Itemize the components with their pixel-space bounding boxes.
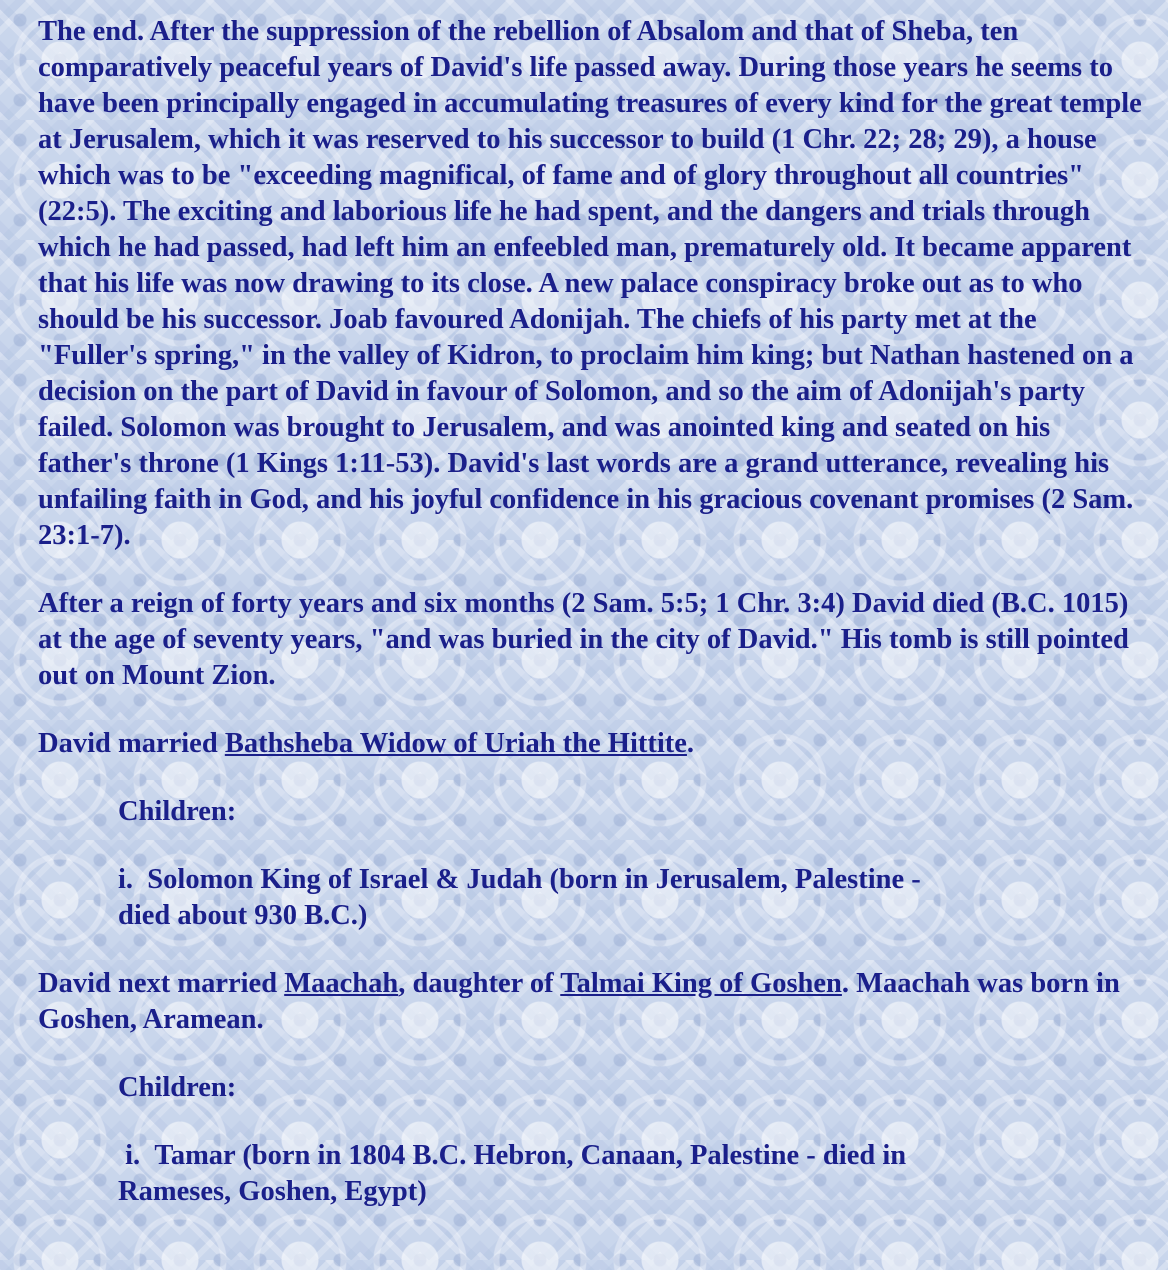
child-numeral: i. (125, 1140, 141, 1171)
marriage-bathsheba (38, 726, 1148, 762)
marriage-suffix: . Maachah was born in Goshen, Aramean. (38, 968, 1120, 1035)
spacer (38, 934, 1148, 966)
marriage-prefix: David married (38, 728, 225, 759)
spacer (38, 1038, 1148, 1070)
talmai-link[interactable]: Talmai King of Goshen (560, 968, 842, 999)
article-body (38, 14, 1148, 1210)
paragraph-end-of-reign: The end. After the suppression of the rebellion of Absalom and that of Sheba, ten comparatively peaceful years of David's life passed away. During those years he seems to have been principally engaged in accumulating treasures of every kind for the great temple at Jerusalem, which it was reserved to his successor to build (1 Chr. 22; 28; 29), a house which was to be "exceeding magnifical, of fame and of glory throughout all countries" (22:5). The exciting and laborious life he had spent, and the dangers and trials through which he had passed, had left him an enfeebled man, prematurely old. It became apparent that his life was now drawing to its close. A new palace conspiracy broke out as to who should be his successor. Joab favoured Adonijah. The chiefs of his party met at the "Fuller's spring," in the valley of Kidron, to proclaim him king; but Nathan hastened on a decision on the part of David in favour of Solomon, and so the aim of Adonijah's party failed. Solomon was brought to Jerusalem, and was anointed king and seated on his father's throne (1 Kings 1:11-53). David's last words are a grand utterance, revealing his unfailing faith in God, and his joyful confidence in his gracious covenant promises (2 Sam. 23:1-7). (38, 16, 1142, 551)
children-heading-2: Children: (118, 1072, 237, 1103)
spacer (38, 762, 1148, 794)
maachah-link[interactable]: Maachah (284, 968, 399, 999)
spacer (38, 694, 1148, 726)
child-text-line-1: Tamar (born in 1804 B.C. Hebron, Canaan, Palestine - died in (154, 1140, 907, 1171)
child-text-line-1: Solomon King of Israel & Judah (born in Jerusalem, Palestine - (147, 864, 921, 895)
marriage-prefix: David next married (38, 968, 285, 999)
spacer (38, 554, 1148, 586)
spacer (38, 1106, 1148, 1138)
paragraph-death: After a reign of forty years and six months (2 Sam. 5:5; 1 Chr. 3:4) David died (B.C. 1015) at the age of seventy years, "and was buried in the city of David." His tomb is still pointed out on Mount Zion. (38, 588, 1129, 691)
spacer (38, 830, 1148, 862)
child-numeral: i. (118, 864, 134, 895)
child-tamar (38, 1138, 1148, 1210)
children-heading-1: Children: (118, 796, 237, 827)
child-solomon (38, 862, 1148, 934)
child-text-line-2: Rameses, Goshen, Egypt) (118, 1176, 427, 1207)
marriage-maachah (38, 966, 1148, 1038)
child-text-line-2: died about 930 B.C.) (118, 900, 368, 931)
marriage-middle: , daughter of (398, 968, 561, 999)
marriage-suffix: . (686, 728, 695, 759)
bathsheba-link[interactable]: Bathsheba Widow of Uriah the Hittite (224, 728, 687, 759)
